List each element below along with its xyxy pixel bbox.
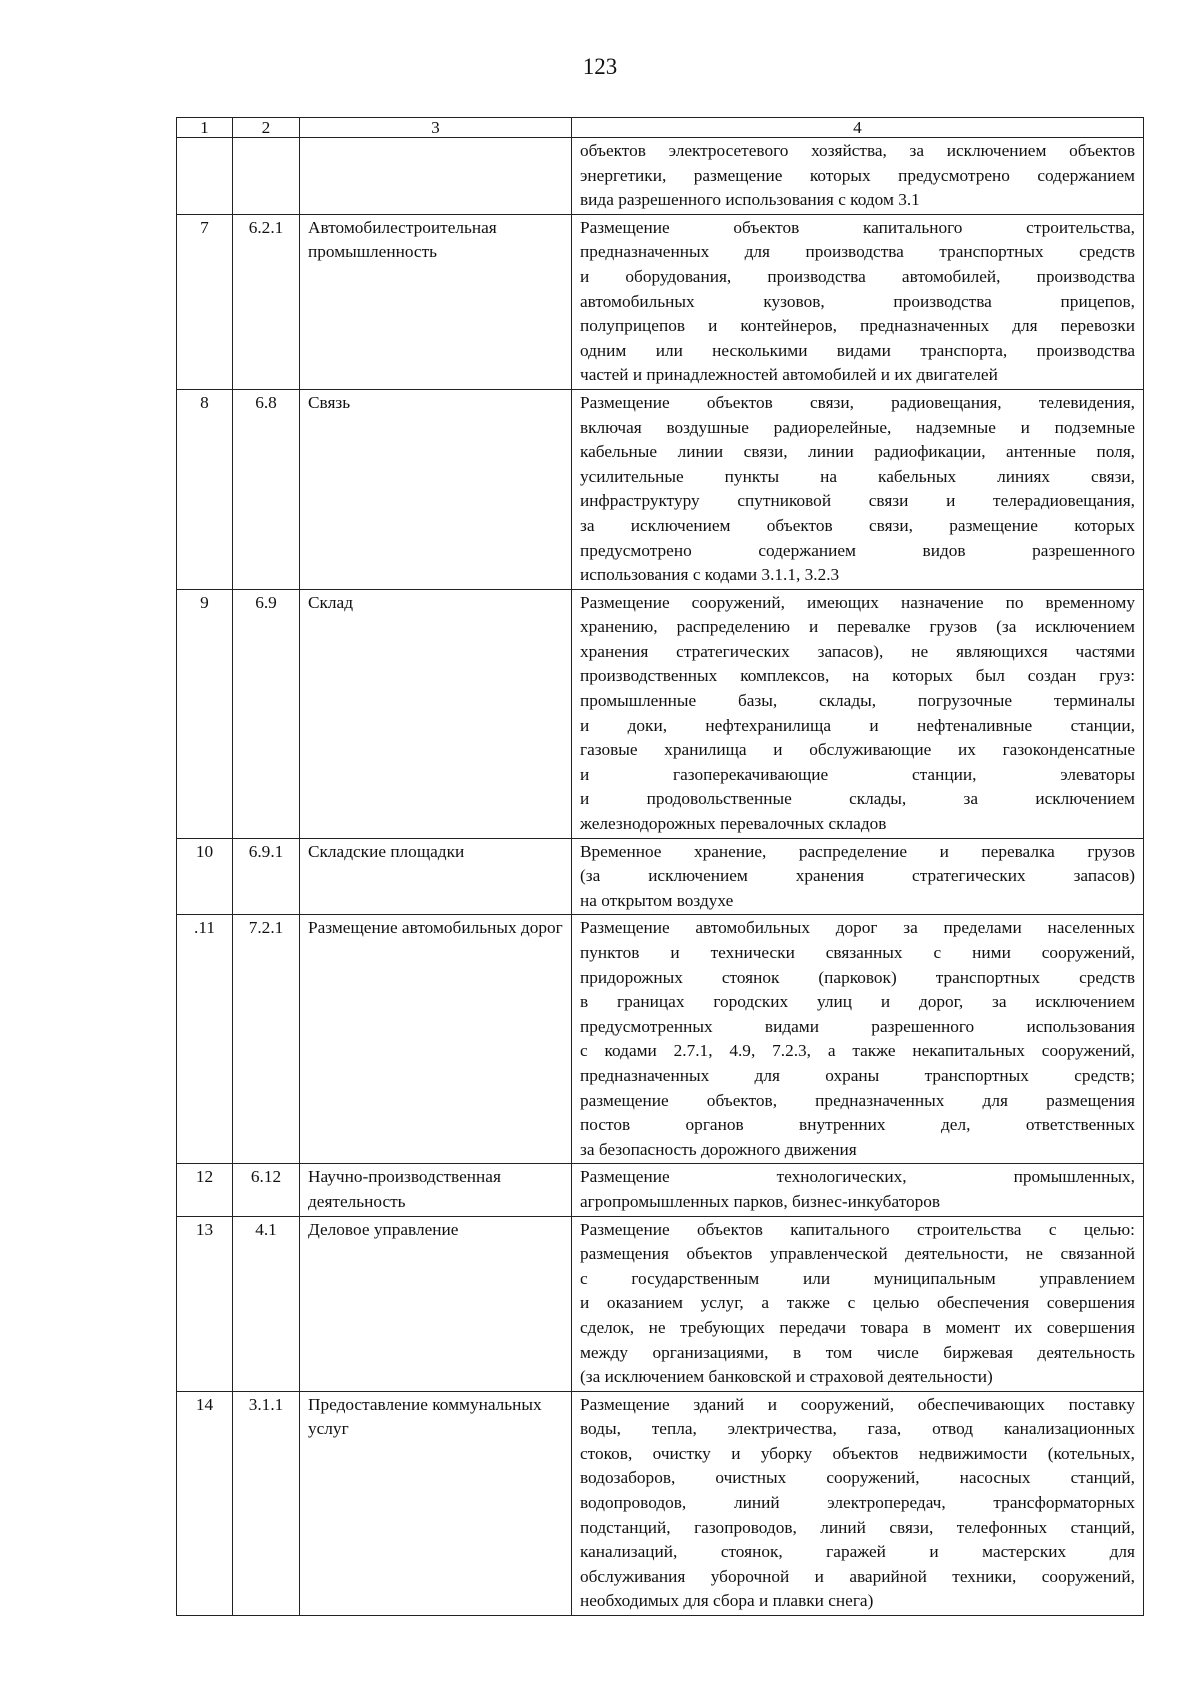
use-code-cell: 3.1.1 bbox=[233, 1391, 300, 1615]
row-number-cell bbox=[177, 138, 233, 215]
description-line: предусмотренных видами разрешенного использования bbox=[580, 1016, 1135, 1036]
description-line: объектов электросетевого хозяйства, за исключением объектов bbox=[580, 141, 1135, 160]
use-name-cell bbox=[300, 138, 572, 215]
description-line: полуприцепов и контейнеров, предназначенных для перевозки bbox=[580, 316, 1135, 336]
table-header-row bbox=[177, 118, 1144, 138]
description-line: (за исключением хранения стратегических запасов) bbox=[580, 866, 1135, 886]
description-line: Размещение сооружений, имеющих назначение по временному bbox=[580, 592, 1135, 612]
use-name-cell: Научно-производственная деятельность bbox=[300, 1164, 572, 1216]
description-line: на открытом воздухе bbox=[580, 890, 734, 910]
use-description-cell bbox=[572, 138, 1144, 215]
use-description-cell bbox=[572, 589, 1144, 838]
table-row bbox=[177, 589, 1144, 838]
description-line: усилительные пункты на кабельных линиях связи, bbox=[580, 466, 1135, 486]
description-line: энергетики, размещение которых предусмотрено содержанием bbox=[580, 165, 1135, 185]
description-line: кабельные линии связи, линии радиофикации, антенные поля, bbox=[580, 442, 1135, 462]
description-line: использования с кодами 3.1.1, 3.2.3 bbox=[580, 565, 840, 585]
table-row bbox=[177, 1391, 1144, 1615]
row-number-cell: 9 bbox=[177, 589, 233, 838]
description-line: придорожных стоянок (парковок) транспортных средств bbox=[580, 967, 1135, 987]
description-line: предназначенных для охраны транспортных средств; bbox=[580, 1065, 1135, 1085]
use-name-cell: Предоставление коммунальных услуг bbox=[300, 1391, 572, 1615]
row-number-cell: .11 bbox=[177, 915, 233, 1164]
description-line: и оказанием услуг, а также с целью обеспечения совершения bbox=[580, 1293, 1135, 1313]
use-name-cell: Складские площадки bbox=[300, 838, 572, 915]
description-line: Размещение объектов капитального строительства, bbox=[580, 217, 1135, 237]
description-line: газовые хранилища и обслуживающие их газоконденсатные bbox=[580, 740, 1135, 760]
description-line: Размещение технологических, промышленных, bbox=[580, 1167, 1135, 1187]
description-line: Размещение объектов капитального строительства с целью: bbox=[580, 1219, 1135, 1239]
row-number-cell: 13 bbox=[177, 1216, 233, 1391]
use-description-cell bbox=[572, 1216, 1144, 1391]
description-line: агропромышленных парков, бизнес-инкубаторов bbox=[580, 1191, 941, 1211]
use-code-cell bbox=[233, 138, 300, 215]
description-line: подстанций, газопроводов, линий связи, телефонных станций, bbox=[580, 1517, 1135, 1537]
use-code-cell: 6.12 bbox=[233, 1164, 300, 1216]
use-name-cell: Связь bbox=[300, 389, 572, 589]
description-line: железнодорожных перевалочных складов bbox=[580, 814, 887, 834]
use-description-cell bbox=[572, 838, 1144, 915]
use-description-cell bbox=[572, 389, 1144, 589]
description-line: одним или несколькими видами транспорта, производства bbox=[580, 340, 1135, 360]
description-line: инфраструктуру спутниковой связи и телерадиовещания, bbox=[580, 491, 1135, 511]
table-row bbox=[177, 838, 1144, 915]
use-code-cell: 6.2.1 bbox=[233, 214, 300, 389]
table-row bbox=[177, 1216, 1144, 1391]
description-line: канализаций, стоянок, гаражей и мастерских для bbox=[580, 1542, 1135, 1562]
row-number-cell: 12 bbox=[177, 1164, 233, 1216]
table-row bbox=[177, 389, 1144, 589]
description-line: Размещение зданий и сооружений, обеспечивающих поставку bbox=[580, 1394, 1135, 1414]
description-line: обслуживания уборочной и аварийной техники, сооружений, bbox=[580, 1566, 1135, 1586]
land-use-table bbox=[176, 117, 1144, 1616]
description-line: постов органов внутренних дел, ответственных bbox=[580, 1115, 1135, 1135]
description-line: стоков, очистку и уборку объектов недвижимости (котельных, bbox=[580, 1443, 1135, 1463]
row-number-cell: 8 bbox=[177, 389, 233, 589]
row-number-cell: 7 bbox=[177, 214, 233, 389]
description-line: предназначенных для производства транспортных средств bbox=[580, 242, 1135, 262]
description-line: с государственным или муниципальным управлением bbox=[580, 1268, 1135, 1288]
description-line: включая воздушные радиорелейные, надземные и подземные bbox=[580, 417, 1135, 437]
use-description-cell bbox=[572, 915, 1144, 1164]
description-line: между организациями, в том числе биржевая деятельность bbox=[580, 1342, 1135, 1362]
description-line: производственных комплексов, на которых был создан груз: bbox=[580, 666, 1135, 686]
use-name-cell: Размещение автомобильных дорог bbox=[300, 915, 572, 1164]
description-line: и оборудования, производства автомобилей, производства bbox=[580, 266, 1135, 286]
description-line: за исключением объектов связи, размещение которых bbox=[580, 515, 1135, 535]
use-description-cell bbox=[572, 1164, 1144, 1216]
use-code-cell: 6.8 bbox=[233, 389, 300, 589]
description-line: предусмотрено содержанием видов разрешенного bbox=[580, 540, 1135, 560]
header-cell-3: 3 bbox=[300, 118, 572, 138]
use-name-cell: Деловое управление bbox=[300, 1216, 572, 1391]
use-description-cell bbox=[572, 214, 1144, 389]
table-row bbox=[177, 915, 1144, 1164]
use-name-cell: Автомобилестроительная промышленность bbox=[300, 214, 572, 389]
use-name-cell: Склад bbox=[300, 589, 572, 838]
row-number-cell: 14 bbox=[177, 1391, 233, 1615]
description-line: и продовольственные склады, за исключением bbox=[580, 789, 1135, 809]
description-line: воды, тепла, электричества, газа, отвод канализационных bbox=[580, 1419, 1135, 1439]
description-line: хранения стратегических запасов), не являющихся частями bbox=[580, 641, 1135, 661]
use-code-cell: 4.1 bbox=[233, 1216, 300, 1391]
description-line: и доки, нефтехранилища и нефтеналивные станции, bbox=[580, 715, 1135, 735]
description-line: в границах городских улиц и дорог, за исключением bbox=[580, 992, 1135, 1012]
description-line: сделок, не требующих передачи товара в момент их совершения bbox=[580, 1317, 1135, 1337]
description-line: автомобильных кузовов, производства прицепов, bbox=[580, 291, 1135, 311]
description-line: Временное хранение, распределение и перевалка грузов bbox=[580, 841, 1135, 861]
description-line: необходимых для сбора и плавки снега) bbox=[580, 1591, 874, 1611]
use-description-cell bbox=[572, 1391, 1144, 1615]
description-line: хранению, распределению и перевалке грузов (за исключением bbox=[580, 617, 1135, 637]
table-row bbox=[177, 214, 1144, 389]
page-number: 123 bbox=[582, 54, 618, 79]
table-body bbox=[177, 118, 1144, 1616]
description-line: за безопасность дорожного движения bbox=[580, 1139, 857, 1159]
header-cell-1: 1 bbox=[177, 118, 233, 138]
table-row bbox=[177, 1164, 1144, 1216]
description-line: водопроводов, линий электропередач, трансформаторных bbox=[580, 1493, 1135, 1513]
description-line: промышленные базы, склады, погрузочные терминалы bbox=[580, 691, 1135, 711]
row-number-cell: 10 bbox=[177, 838, 233, 915]
description-line: частей и принадлежностей автомобилей и их двигателей bbox=[580, 365, 998, 385]
description-line: размещения объектов управленческой деятельности, не связанной bbox=[580, 1244, 1135, 1264]
description-line: с кодами 2.7.1, 4.9, 7.2.3, а также некапитальных сооружений, bbox=[580, 1041, 1135, 1061]
use-code-cell: 7.2.1 bbox=[233, 915, 300, 1164]
description-line: Размещение автомобильных дорог за пределами населенных bbox=[580, 918, 1135, 938]
description-line: (за исключением банковской и страховой деятельности) bbox=[580, 1367, 993, 1387]
description-line: водозаборов, очистных сооружений, насосных станций, bbox=[580, 1468, 1135, 1488]
description-line: пунктов и технически связанных с ними сооружений, bbox=[580, 943, 1135, 962]
description-line: Размещение объектов связи, радиовещания, телевидения, bbox=[580, 392, 1135, 412]
header-cell-4: 4 bbox=[572, 118, 1144, 138]
use-code-cell: 6.9.1 bbox=[233, 838, 300, 915]
header-cell-2: 2 bbox=[233, 118, 300, 138]
description-line: и газоперекачивающие станции, элеваторы bbox=[580, 764, 1135, 784]
description-line: размещение объектов, предназначенных для размещения bbox=[580, 1090, 1135, 1110]
table-row bbox=[177, 138, 1144, 215]
use-code-cell: 6.9 bbox=[233, 589, 300, 838]
description-line: вида разрешенного использования с кодом 3.1 bbox=[580, 190, 920, 210]
